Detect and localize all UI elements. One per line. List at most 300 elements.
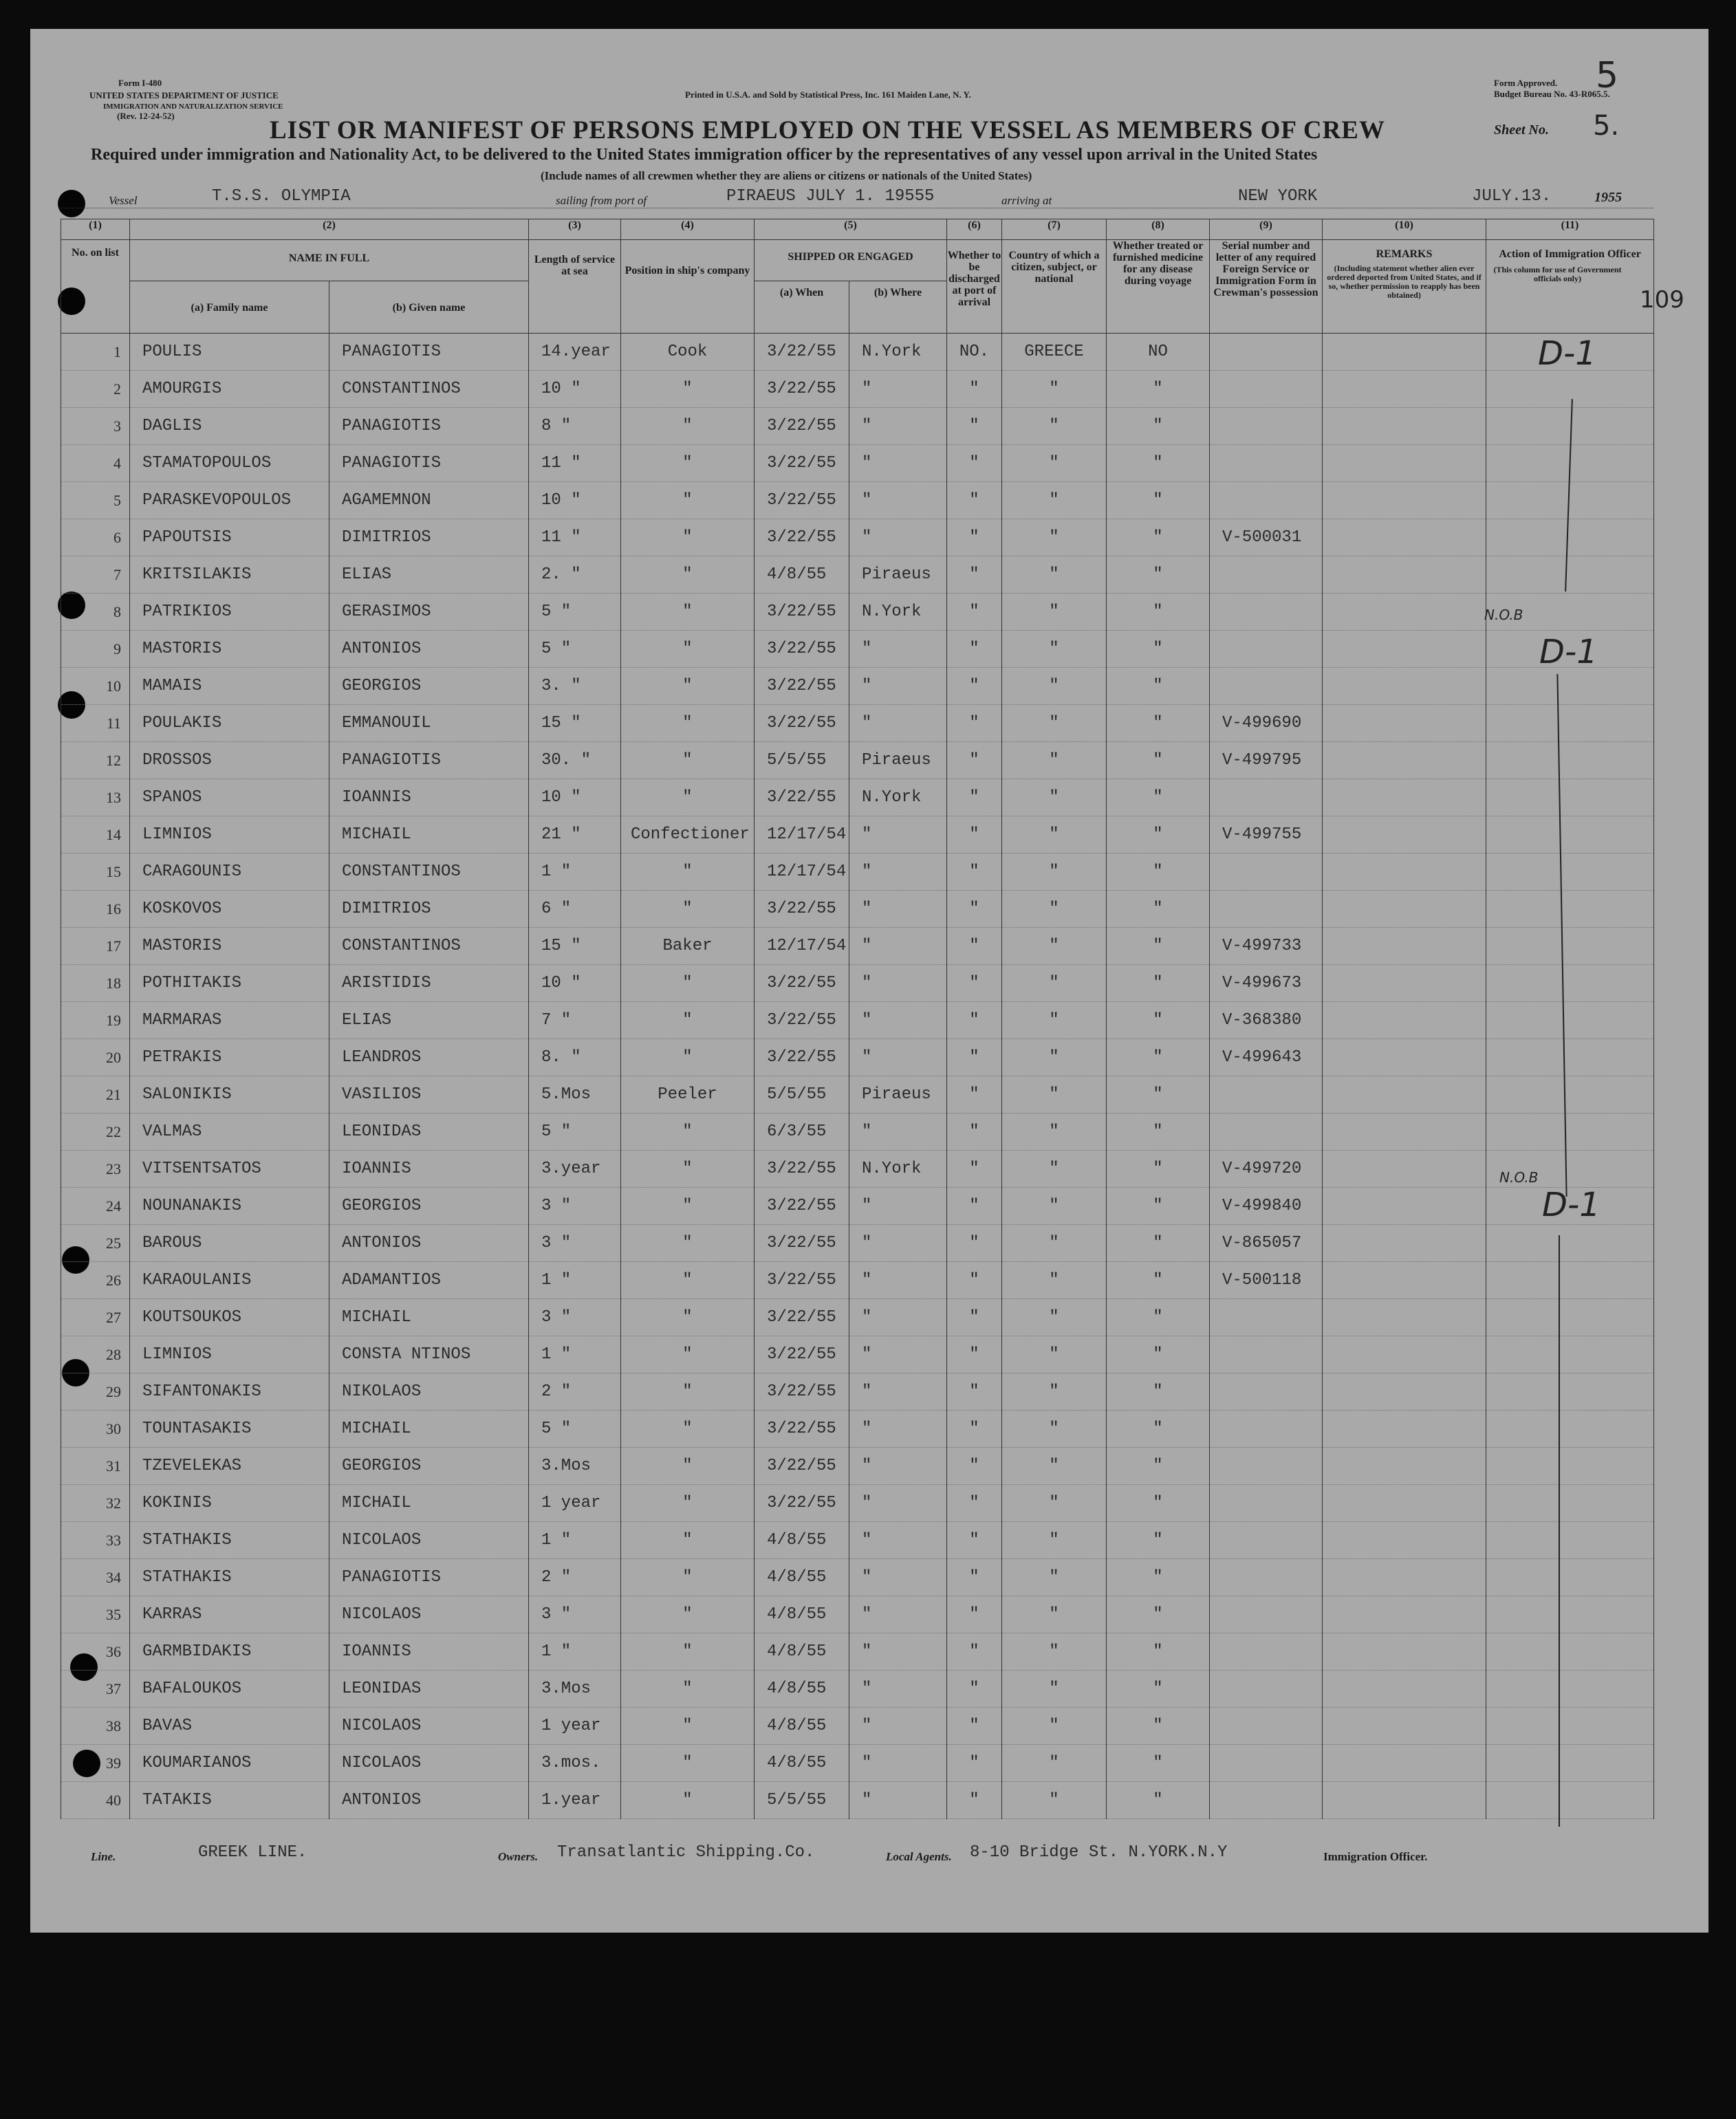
given-name-cell: VASILIOS: [329, 1076, 529, 1113]
line-name: GREEK LINE.: [198, 1843, 307, 1862]
serial-number-cell: [1210, 482, 1323, 519]
remarks-cell: [1323, 1522, 1486, 1559]
discharged-cell: ": [947, 1299, 1002, 1336]
row-number-cell: 37: [61, 1671, 130, 1708]
annotation-bracket: [1559, 1235, 1560, 1827]
discharged-cell: ": [947, 371, 1002, 408]
position-cell: ": [621, 705, 755, 742]
table-row: [61, 556, 1654, 594]
length-of-service-cell: 10 ": [529, 482, 621, 519]
officer-action-cell: [1486, 1782, 1654, 1819]
table-row: [61, 965, 1654, 1002]
sailing-label: sailing from port of: [556, 194, 647, 207]
given-name-cell: LEANDROS: [329, 1039, 529, 1076]
remarks-cell: [1323, 668, 1486, 705]
remarks-cell: [1323, 631, 1486, 668]
position-cell: ": [621, 408, 755, 445]
shipped-when-cell: 4/8/55: [755, 1522, 849, 1559]
row-number-cell: 34: [61, 1559, 130, 1596]
table-row: [61, 631, 1654, 668]
family-name-cell: MASTORIS: [130, 631, 329, 668]
sheet-number: 5.: [1593, 110, 1620, 142]
position-cell: ": [621, 371, 755, 408]
position-cell: ": [621, 1262, 755, 1299]
row-number-cell: 3: [61, 408, 130, 445]
length-of-service-cell: 15 ": [529, 928, 621, 965]
table-row: [61, 1745, 1654, 1782]
given-name-cell: PANAGIOTIS: [329, 1559, 529, 1596]
medicine-cell: ": [1107, 1708, 1210, 1745]
medicine-cell: ": [1107, 445, 1210, 482]
given-name-cell: PANAGIOTIS: [329, 408, 529, 445]
country-cell: ": [1002, 1373, 1107, 1411]
serial-number-cell: [1210, 668, 1323, 705]
given-name-cell: AGAMEMNON: [329, 482, 529, 519]
medicine-cell: ": [1107, 1671, 1210, 1708]
discharged-cell: ": [947, 408, 1002, 445]
annotation-d1-first: D-1: [1538, 334, 1596, 373]
row-number-cell: 18: [61, 965, 130, 1002]
shipped-where-cell: ": [849, 408, 947, 445]
discharged-cell: ": [947, 928, 1002, 965]
shipped-where-cell: ": [849, 1782, 947, 1819]
table-row: [61, 1485, 1654, 1522]
family-name-cell: BAVAS: [130, 1708, 329, 1745]
serial-number-cell: [1210, 1448, 1323, 1485]
row-number-cell: 12: [61, 742, 130, 779]
remarks-cell: [1323, 556, 1486, 594]
col6-num: (6): [947, 219, 1002, 240]
given-name-cell: MICHAIL: [329, 1485, 529, 1522]
country-cell: ": [1002, 1113, 1107, 1151]
length-of-service-cell: 3 ": [529, 1188, 621, 1225]
shipped-where-cell: ": [849, 854, 947, 891]
officer-action-cell: [1486, 816, 1654, 854]
shipped-where-cell: ": [849, 1633, 947, 1671]
length-of-service-cell: 5 ": [529, 594, 621, 631]
shipped-where-cell: N.York: [849, 779, 947, 816]
row-number-cell: 13: [61, 779, 130, 816]
remarks-cell: [1323, 1448, 1486, 1485]
country-cell: ": [1002, 891, 1107, 928]
shipped-when-cell: 3/22/55: [755, 705, 849, 742]
remarks-cell: [1323, 1745, 1486, 1782]
position-cell: ": [621, 482, 755, 519]
table-row: [61, 482, 1654, 519]
serial-number-cell: V-499673: [1210, 965, 1323, 1002]
row-number-cell: 30: [61, 1411, 130, 1448]
country-cell: ": [1002, 1485, 1107, 1522]
medicine-cell: ": [1107, 1596, 1210, 1633]
shipped-when-cell: 4/8/55: [755, 1708, 849, 1745]
officer-action-cell: [1486, 1559, 1654, 1596]
row-number-cell: 2: [61, 371, 130, 408]
col7-header: Country of which a citizen, subject, or national: [1002, 240, 1107, 334]
given-name-cell: ELIAS: [329, 1002, 529, 1039]
officer-action-cell: [1486, 1485, 1654, 1522]
shipped-where-cell: ": [849, 631, 947, 668]
shipped-where-cell: ": [849, 1039, 947, 1076]
length-of-service-cell: 15 ": [529, 705, 621, 742]
remarks-cell: [1323, 1708, 1486, 1745]
given-name-cell: GEORGIOS: [329, 1188, 529, 1225]
shipped-where-cell: ": [849, 519, 947, 556]
remarks-cell: [1323, 1113, 1486, 1151]
medicine-cell: NO: [1107, 334, 1210, 371]
given-name-cell: ANTONIOS: [329, 631, 529, 668]
col8-header: Whether treated or furnished medicine for any disease during voyage: [1107, 240, 1210, 334]
agency-line-2: IMMIGRATION AND NATURALIZATION SERVICE: [103, 102, 283, 111]
remarks-cell: [1323, 594, 1486, 631]
medicine-cell: ": [1107, 742, 1210, 779]
medicine-cell: ": [1107, 519, 1210, 556]
medicine-cell: ": [1107, 1151, 1210, 1188]
given-name-cell: NICOLAOS: [329, 1522, 529, 1559]
length-of-service-cell: 1 ": [529, 1633, 621, 1671]
row-number-cell: 1: [61, 334, 130, 371]
discharged-cell: ": [947, 816, 1002, 854]
length-of-service-cell: 21 ": [529, 816, 621, 854]
page-subtitle: Required under immigration and Nationality Act, to be delivered to the United States immigration officer by the representatives of any vessel upon arrival in the United States: [91, 146, 1318, 164]
table-row: [61, 928, 1654, 965]
officer-action-cell: [1486, 1002, 1654, 1039]
col5a-header: (a) When: [755, 281, 849, 334]
shipped-where-cell: ": [849, 371, 947, 408]
serial-number-cell: [1210, 1671, 1323, 1708]
given-name-cell: ANTONIOS: [329, 1225, 529, 1262]
remarks-cell: [1323, 1188, 1486, 1225]
family-name-cell: SPANOS: [130, 779, 329, 816]
country-cell: ": [1002, 1448, 1107, 1485]
remarks-cell: [1323, 891, 1486, 928]
table-row: [61, 816, 1654, 854]
shipped-where-cell: ": [849, 928, 947, 965]
medicine-cell: ": [1107, 408, 1210, 445]
medicine-cell: ": [1107, 371, 1210, 408]
col9-header: Serial number and letter of any required Foreign Service or Immigration Form in Crewman's possession: [1210, 240, 1323, 334]
row-number-cell: 15: [61, 854, 130, 891]
family-name-cell: GARMBIDAKIS: [130, 1633, 329, 1671]
length-of-service-cell: 5 ": [529, 1113, 621, 1151]
line-label: Line.: [91, 1850, 116, 1863]
shipped-where-cell: N.York: [849, 1151, 947, 1188]
country-cell: ": [1002, 594, 1107, 631]
serial-number-cell: [1210, 334, 1323, 371]
remarks-cell: [1323, 705, 1486, 742]
remarks-cell: [1323, 1596, 1486, 1633]
serial-number-cell: [1210, 779, 1323, 816]
given-name-cell: DIMITRIOS: [329, 519, 529, 556]
remarks-cell: [1323, 928, 1486, 965]
row-number-cell: 9: [61, 631, 130, 668]
medicine-cell: ": [1107, 1188, 1210, 1225]
row-number-cell: 27: [61, 1299, 130, 1336]
serial-number-cell: [1210, 1745, 1323, 1782]
given-name-cell: NICOLAOS: [329, 1745, 529, 1782]
medicine-cell: ": [1107, 1373, 1210, 1411]
family-name-cell: POTHITAKIS: [130, 965, 329, 1002]
shipped-where-cell: ": [849, 965, 947, 1002]
serial-number-cell: V-499733: [1210, 928, 1323, 965]
position-cell: ": [621, 1671, 755, 1708]
remarks-cell: [1323, 371, 1486, 408]
serial-number-cell: [1210, 1596, 1323, 1633]
country-cell: ": [1002, 779, 1107, 816]
shipped-where-cell: ": [849, 1596, 947, 1633]
col10-title: REMARKS: [1376, 248, 1433, 260]
officer-action-cell: [1486, 1745, 1654, 1782]
remarks-cell: [1323, 1373, 1486, 1411]
length-of-service-cell: 10 ": [529, 779, 621, 816]
family-name-cell: VITSENTSATOS: [130, 1151, 329, 1188]
length-of-service-cell: 3.year: [529, 1151, 621, 1188]
family-name-cell: LIMNIOS: [130, 1336, 329, 1373]
remarks-cell: [1323, 854, 1486, 891]
printer-line: Printed in U.S.A. and Sold by Statistical Press, Inc. 161 Maiden Lane, N. Y.: [685, 89, 971, 100]
medicine-cell: ": [1107, 1411, 1210, 1448]
agents-address: 8-10 Bridge St. N.YORK.N.Y: [970, 1843, 1228, 1862]
officer-action-cell: [1486, 1522, 1654, 1559]
country-cell: ": [1002, 928, 1107, 965]
medicine-cell: ": [1107, 928, 1210, 965]
given-name-cell: MICHAIL: [329, 1411, 529, 1448]
shipped-when-cell: 6/3/55: [755, 1113, 849, 1151]
medicine-cell: ": [1107, 705, 1210, 742]
row-number-cell: 39: [61, 1745, 130, 1782]
officer-action-cell: [1486, 1262, 1654, 1299]
crew-rows: [61, 334, 1654, 1819]
family-name-cell: MASTORIS: [130, 928, 329, 965]
remarks-cell: [1323, 816, 1486, 854]
family-name-cell: AMOURGIS: [130, 371, 329, 408]
medicine-cell: ": [1107, 1076, 1210, 1113]
discharged-cell: ": [947, 1151, 1002, 1188]
row-number-cell: 7: [61, 556, 130, 594]
shipped-when-cell: 3/22/55: [755, 1039, 849, 1076]
owners-label: Owners.: [498, 1850, 539, 1863]
position-cell: ": [621, 1373, 755, 1411]
country-cell: ": [1002, 816, 1107, 854]
stamp-109: 109: [1640, 286, 1684, 314]
family-name-cell: KOSKOVOS: [130, 891, 329, 928]
shipped-where-cell: ": [849, 1411, 947, 1448]
serial-number-cell: [1210, 408, 1323, 445]
serial-number-cell: [1210, 371, 1323, 408]
col2-header: NAME IN FULL: [130, 240, 529, 281]
position-cell: Peeler: [621, 1076, 755, 1113]
serial-number-cell: V-368380: [1210, 1002, 1323, 1039]
row-number-cell: 24: [61, 1188, 130, 1225]
sheet-label: Sheet No.: [1494, 122, 1549, 138]
length-of-service-cell: 3.mos.: [529, 1745, 621, 1782]
length-of-service-cell: 1 year: [529, 1708, 621, 1745]
family-name-cell: KOUMARIANOS: [130, 1745, 329, 1782]
country-cell: ": [1002, 482, 1107, 519]
position-cell: ": [621, 1411, 755, 1448]
col11-title: Action of Immigration Officer: [1499, 248, 1641, 260]
shipped-when-cell: 3/22/55: [755, 371, 849, 408]
shipped-where-cell: ": [849, 1485, 947, 1522]
table-row: [61, 1039, 1654, 1076]
length-of-service-cell: 5 ": [529, 631, 621, 668]
family-name-cell: MAMAIS: [130, 668, 329, 705]
length-of-service-cell: 3. ": [529, 668, 621, 705]
shipped-when-cell: 3/22/55: [755, 668, 849, 705]
serial-number-cell: V-499795: [1210, 742, 1323, 779]
arriving-label: arriving at: [1001, 194, 1052, 207]
row-number-cell: 31: [61, 1448, 130, 1485]
remarks-cell: [1323, 1633, 1486, 1671]
officer-label: Immigration Officer.: [1323, 1850, 1428, 1863]
row-number-cell: 26: [61, 1262, 130, 1299]
serial-number-cell: V-500031: [1210, 519, 1323, 556]
position-cell: ": [621, 519, 755, 556]
length-of-service-cell: 7 ": [529, 1002, 621, 1039]
budget-bureau: Budget Bureau No. 43-R065.5.: [1494, 89, 1610, 99]
medicine-cell: ": [1107, 816, 1210, 854]
arriving-port: NEW YORK: [1238, 187, 1318, 206]
medicine-cell: ": [1107, 1113, 1210, 1151]
length-of-service-cell: 10 ": [529, 965, 621, 1002]
shipped-where-cell: ": [849, 1002, 947, 1039]
page-title: LIST OR MANIFEST OF PERSONS EMPLOYED ON THE VESSEL AS MEMBERS OF CREW: [270, 116, 1385, 144]
table-row: [61, 1002, 1654, 1039]
shipped-when-cell: 3/22/55: [755, 1188, 849, 1225]
discharged-cell: ": [947, 556, 1002, 594]
shipped-when-cell: 12/17/54: [755, 816, 849, 854]
shipped-where-cell: Piraeus: [849, 1076, 947, 1113]
length-of-service-cell: 3.Mos: [529, 1448, 621, 1485]
shipped-where-cell: ": [849, 1262, 947, 1299]
table-row: [61, 668, 1654, 705]
shipped-where-cell: ": [849, 1113, 947, 1151]
family-name-cell: BAFALOUKOS: [130, 1671, 329, 1708]
family-name-cell: KOUTSOUKOS: [130, 1299, 329, 1336]
family-name-cell: POULIS: [130, 334, 329, 371]
medicine-cell: ": [1107, 1745, 1210, 1782]
position-cell: ": [621, 1448, 755, 1485]
col10-num: (10): [1323, 219, 1486, 240]
length-of-service-cell: 14.year: [529, 334, 621, 371]
col3-num: (3): [529, 219, 621, 240]
shipped-when-cell: 3/22/55: [755, 1336, 849, 1373]
shipped-where-cell: ": [849, 1448, 947, 1485]
table-row: [61, 779, 1654, 816]
row-number-cell: 4: [61, 445, 130, 482]
serial-number-cell: V-865057: [1210, 1225, 1323, 1262]
country-cell: ": [1002, 742, 1107, 779]
col7-num: (7): [1002, 219, 1107, 240]
remarks-cell: [1323, 742, 1486, 779]
family-name-cell: KARRAS: [130, 1596, 329, 1633]
position-cell: ": [621, 1188, 755, 1225]
remarks-cell: [1323, 445, 1486, 482]
shipped-when-cell: 5/5/55: [755, 1076, 849, 1113]
country-cell: ": [1002, 1299, 1107, 1336]
shipped-where-cell: ": [849, 1373, 947, 1411]
table-row: [61, 408, 1654, 445]
row-number-cell: 35: [61, 1596, 130, 1633]
country-cell: ": [1002, 1151, 1107, 1188]
shipped-where-cell: ": [849, 1522, 947, 1559]
position-cell: ": [621, 556, 755, 594]
row-number-cell: 6: [61, 519, 130, 556]
position-cell: ": [621, 1002, 755, 1039]
col6-header: Whether to be discharged at port of arrival: [947, 240, 1002, 334]
table-row: [61, 371, 1654, 408]
family-name-cell: CARAGOUNIS: [130, 854, 329, 891]
remarks-cell: [1323, 1782, 1486, 1819]
country-cell: ": [1002, 1559, 1107, 1596]
serial-number-cell: [1210, 1299, 1323, 1336]
officer-action-cell: [1486, 1708, 1654, 1745]
position-cell: Baker: [621, 928, 755, 965]
country-cell: ": [1002, 556, 1107, 594]
shipped-where-cell: ": [849, 1336, 947, 1373]
discharged-cell: ": [947, 1782, 1002, 1819]
position-cell: ": [621, 1485, 755, 1522]
col10-note: (Including statement whether alien ever ordered deported from United States, and if so, whether permission to reapply has been obtained): [1327, 263, 1482, 300]
country-cell: ": [1002, 1225, 1107, 1262]
family-name-cell: TZEVELEKAS: [130, 1448, 329, 1485]
shipped-where-cell: ": [849, 1299, 947, 1336]
annotation-nob-second: N.O.B: [1499, 1169, 1539, 1186]
shipped-when-cell: 3/22/55: [755, 482, 849, 519]
serial-number-cell: V-499720: [1210, 1151, 1323, 1188]
family-name-cell: KARAOULANIS: [130, 1262, 329, 1299]
discharged-cell: ": [947, 1559, 1002, 1596]
remarks-cell: [1323, 1262, 1486, 1299]
serial-number-cell: [1210, 594, 1323, 631]
remarks-cell: [1323, 1671, 1486, 1708]
discharged-cell: ": [947, 1448, 1002, 1485]
given-name-cell: ADAMANTIOS: [329, 1262, 529, 1299]
family-name-cell: DROSSOS: [130, 742, 329, 779]
agents-label: Local Agents.: [886, 1850, 952, 1863]
table-row: [61, 1113, 1654, 1151]
table-row: [61, 334, 1654, 371]
given-name-cell: MICHAIL: [329, 1299, 529, 1336]
position-cell: Cook: [621, 334, 755, 371]
remarks-cell: [1323, 1002, 1486, 1039]
serial-number-cell: V-499840: [1210, 1188, 1323, 1225]
col9-num: (9): [1210, 219, 1323, 240]
country-cell: ": [1002, 1633, 1107, 1671]
remarks-cell: [1323, 1336, 1486, 1373]
given-name-cell: GEORGIOS: [329, 668, 529, 705]
shipped-when-cell: 3/22/55: [755, 1485, 849, 1522]
given-name-cell: ELIAS: [329, 556, 529, 594]
officer-action-cell: [1486, 1076, 1654, 1113]
col5-header: SHIPPED OR ENGAGED: [755, 240, 947, 281]
col4-num: (4): [621, 219, 755, 240]
shipped-when-cell: 3/22/55: [755, 408, 849, 445]
country-cell: ": [1002, 1076, 1107, 1113]
table-row: [61, 1299, 1654, 1336]
remarks-cell: [1323, 1299, 1486, 1336]
given-name-cell: IOANNIS: [329, 779, 529, 816]
given-name-cell: IOANNIS: [329, 1151, 529, 1188]
given-name-cell: NIKOLAOS: [329, 1373, 529, 1411]
country-cell: ": [1002, 1188, 1107, 1225]
officer-action-cell: [1486, 779, 1654, 816]
vessel-name: T.S.S. OLYMPIA: [212, 187, 351, 206]
officer-action-cell: [1486, 556, 1654, 594]
shipped-when-cell: 4/8/55: [755, 1671, 849, 1708]
given-name-cell: ANTONIOS: [329, 1782, 529, 1819]
serial-number-cell: [1210, 445, 1323, 482]
remarks-cell: [1323, 1485, 1486, 1522]
